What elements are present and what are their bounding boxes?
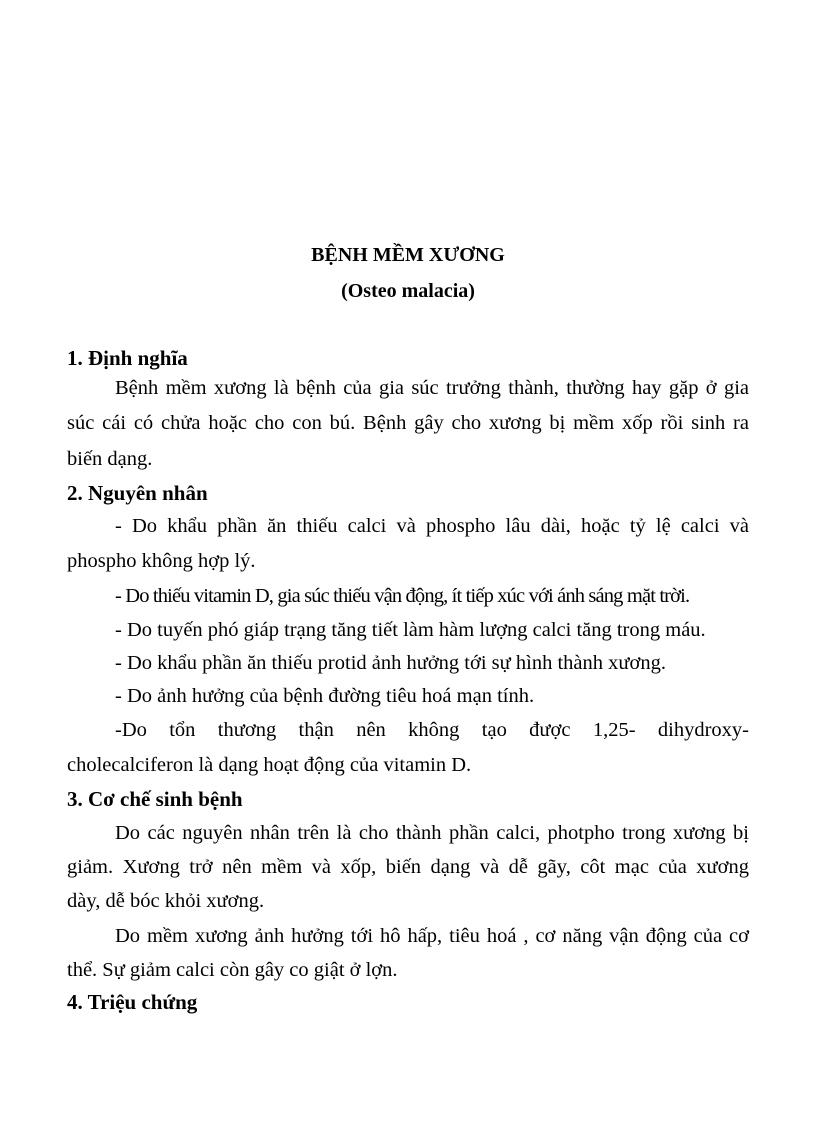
paragraph-line: súc cái có chửa hoặc cho con bú. Bệnh gây cho xương bị mềm xốp rồi sinh ra	[67, 412, 749, 434]
section-heading-definition: 1. Định nghĩa	[67, 346, 188, 370]
paragraph-line: - Do thiếu vitamin D, gia súc thiếu vận động, ít tiếp xúc với ánh sáng mặt trời.	[115, 585, 690, 607]
paragraph-line: Bệnh mềm xương là bệnh của gia súc trưởng thành, thường hay gặp ở gia	[115, 377, 749, 399]
section-heading-symptoms: 4. Triệu chứng	[67, 990, 198, 1014]
paragraph-line: - Do khẩu phần ăn thiếu protid ảnh hưởng tới sự hình thành xương.	[115, 652, 666, 674]
paragraph-line: Do các nguyên nhân trên là cho thành phần calci, photpho trong xương bị	[115, 822, 749, 844]
paragraph-line: thể. Sự giảm calci còn gây co giật ở lợn.	[67, 959, 398, 981]
paragraph-line: Do mềm xương ảnh hưởng tới hô hấp, tiêu hoá , cơ năng vận động của cơ	[115, 925, 749, 947]
paragraph-line: -Do tổn thương thận nên không tạo được 1,25- dihydroxy-	[115, 719, 749, 741]
paragraph-line: giảm. Xương trở nên mềm và xốp, biến dạng và dễ gãy, côt mạc của xương	[67, 856, 749, 878]
paragraph-line: - Do ảnh hưởng của bệnh đường tiêu hoá mạn tính.	[115, 685, 535, 707]
paragraph-line: biến dạng.	[67, 448, 153, 470]
paragraph-line: dày, dễ bóc khỏi xương.	[67, 890, 265, 912]
paragraph-line: - Do tuyến phó giáp trạng tăng tiết làm hàm lượng calci tăng trong máu.	[115, 619, 706, 641]
document-subtitle: (Osteo malacia)	[341, 280, 475, 302]
paragraph-line: cholecalciferon là dạng hoạt động của vitamin D.	[67, 754, 472, 776]
paragraph-line: - Do khẩu phần ăn thiếu calci và phospho lâu dài, hoặc tỷ lệ calci và	[115, 515, 749, 537]
document-title: BỆNH MỀM XƯƠNG	[311, 244, 505, 266]
paragraph-line: phospho không hợp lý.	[67, 550, 256, 572]
section-heading-pathogenesis: 3. Cơ chế sinh bệnh	[67, 787, 243, 811]
section-heading-causes: 2. Nguyên nhân	[67, 481, 208, 505]
